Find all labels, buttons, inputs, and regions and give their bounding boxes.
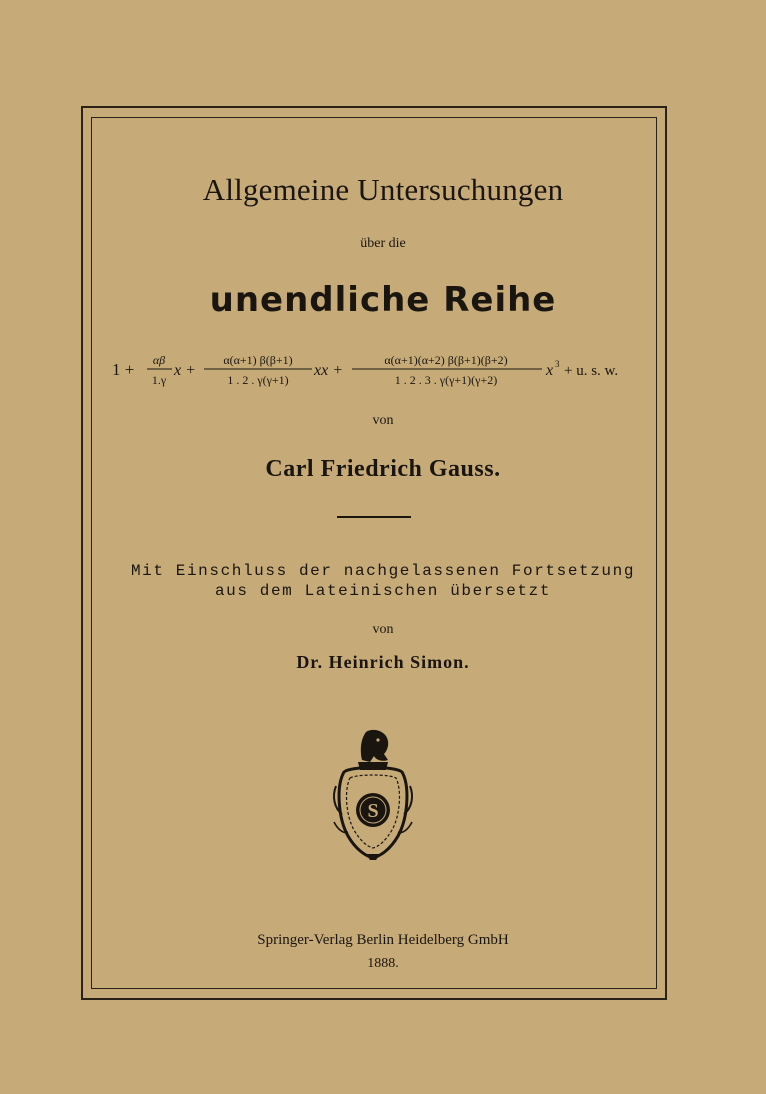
edition-note-line1: Mit Einschluss der nachgelassenen Fortsetzung [130,562,636,580]
publisher-name: Springer-Verlag Berlin Heidelberg GmbH [257,932,509,948]
by-label: von [372,413,394,428]
translated-by-label: von [372,622,394,637]
term2-numerator: α(α+1) β(β+1) [223,353,293,367]
svg-text:S: S [367,800,379,822]
term2-denominator: 1 . 2 . γ(γ+1) [227,373,289,387]
author-name: Carl Friedrich Gauss. [265,456,501,482]
term2-variable: xx + [314,362,343,379]
translator-name: Dr. Heinrich Simon. [296,652,470,672]
term3-exponent: 3 [555,359,560,369]
hypergeometric-series-formula [112,340,652,398]
term1-denominator: 1.γ [151,373,167,387]
separator-rule [337,516,411,518]
term1-numerator: αβ [152,353,166,367]
term3-numerator: α(α+1)(α+2) β(β+1)(β+2) [384,353,508,367]
springer-knight-logo-icon [330,726,416,862]
subtitle-connector: über die [360,236,406,251]
term1-variable: x + [174,362,196,379]
term3-variable: x [546,362,554,379]
publication-year: 1888. [367,956,399,971]
edition-note-line2: aus dem Lateinischen übersetzt [214,582,552,600]
term3-denominator: 1 . 2 . 3 . γ(γ+1)(γ+2) [394,373,498,387]
formula-tail: + u. s. w. [564,363,619,379]
book-subject: unendliche Reihe [209,280,557,320]
book-title: Allgemeine Untersuchungen [202,172,564,207]
formula-lead: 1 + [112,360,135,379]
